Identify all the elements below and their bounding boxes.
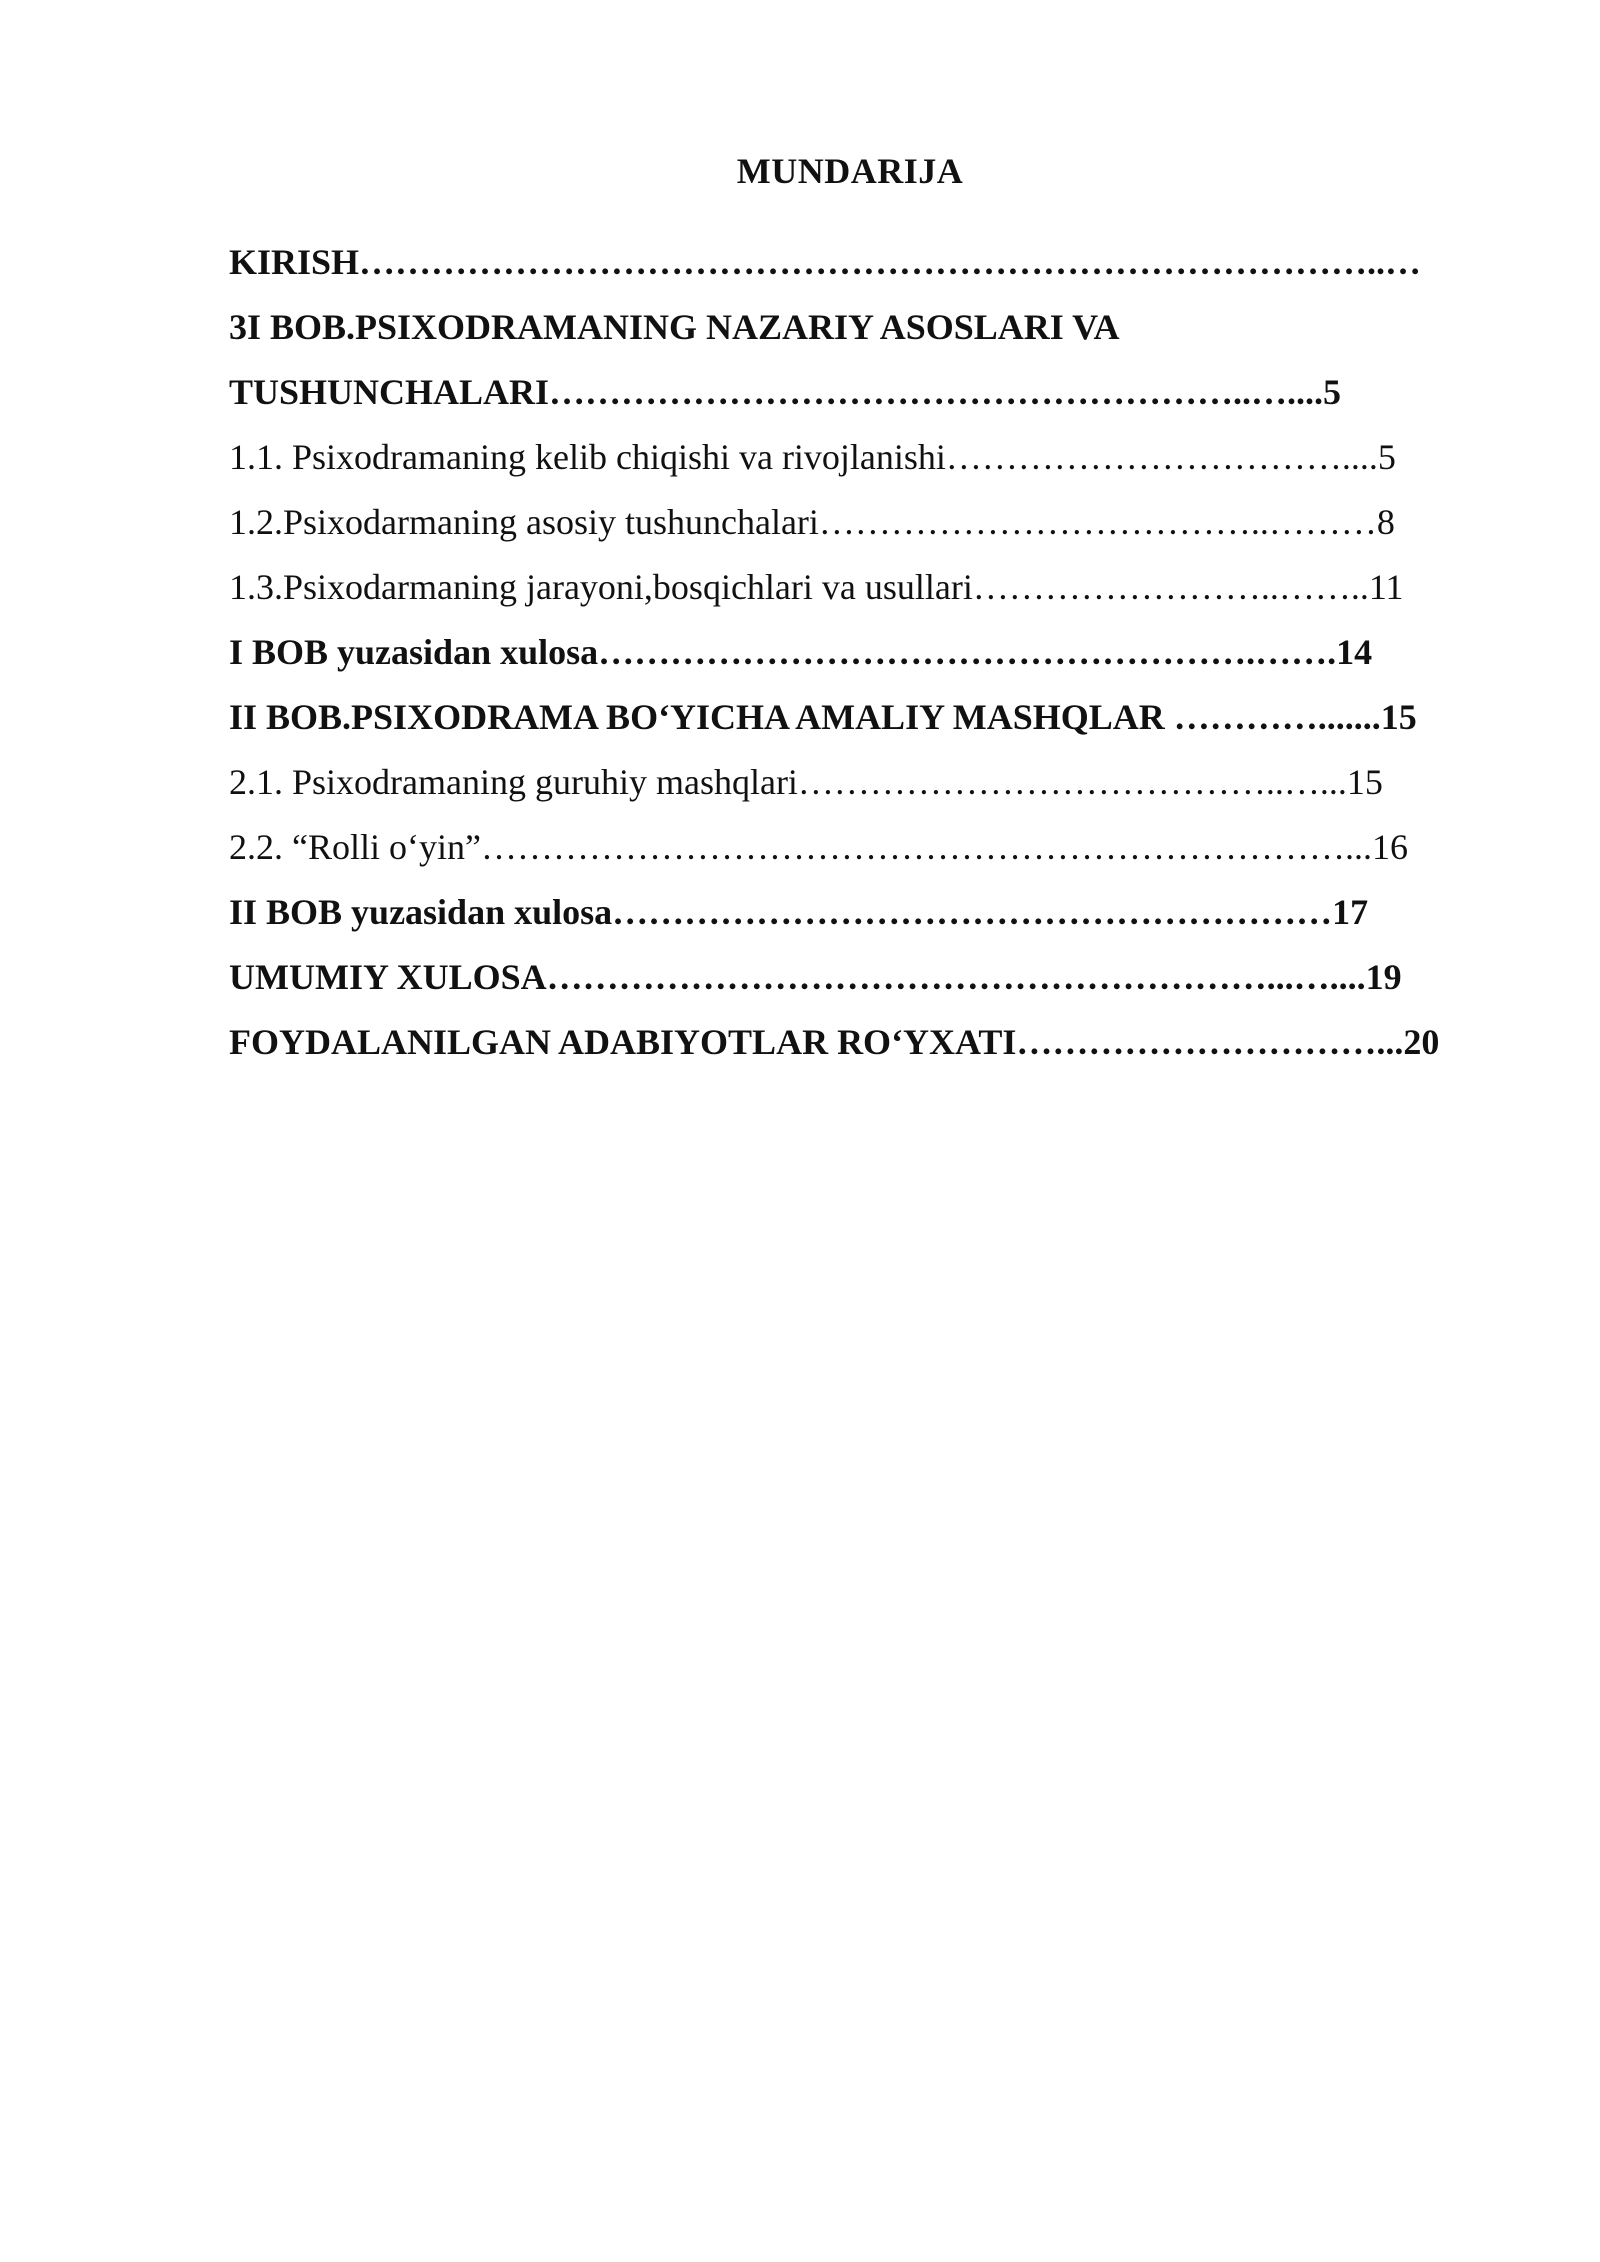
toc-entry-general-conclusion: UMUMIY XULOSA……………………………………………………...…....19 xyxy=(229,957,1402,997)
toc-entry-chapter-1-conclusion: I BOB yuzasidan xulosa……………………………………………….…….14 xyxy=(229,632,1373,672)
toc-entry-chapter-2-heading: II BOB.PSIXODRAMA BO‘YICHA AMALIY MASHQLAR ………….......15 xyxy=(229,697,1417,737)
toc-entry-chapter-1-heading: 3I BOB.PSIXODRAMANING NAZARIY ASOSLARI VA xyxy=(229,307,1120,347)
toc-entry-references: FOYDALANILGAN ADABIYOTLAR RO‘YXATI…………………………...20 xyxy=(229,1022,1440,1062)
page-title-text: MUNDARIJA xyxy=(736,151,964,191)
toc-entry-2-1: 2.1. Psixodramaning guruhiy mashqlari…………………………………..…...15 xyxy=(229,762,1383,802)
page-title xyxy=(0,150,1600,192)
toc-entry-chapter-2-conclusion: II BOB yuzasidan xulosa……………………………………………………17 xyxy=(229,892,1369,932)
table-of-contents xyxy=(229,236,1509,1081)
toc-entry-1-2: 1.2.Psixodarmaning asosiy tushunchalari………………………………..………8 xyxy=(229,502,1395,542)
toc-entry-1-1: 1.1. Psixodramaning kelib chiqishi va rivojlanishi……………………………....5 xyxy=(229,437,1396,477)
toc-entry-1-3: 1.3.Psixodarmaning jarayoni,bosqichlari va usullari……………………..……..11 xyxy=(229,567,1404,607)
toc-entry-chapter-1-heading-cont: TUSHUNCHALARI…………………………………………………..…....5 xyxy=(229,372,1342,412)
toc-entry-2-2: 2.2. “Rolli o‘yin”………………………………………………………………...16 xyxy=(229,827,1408,867)
toc-entry-kirish: KIRISH…………………………………………………………………………..… xyxy=(229,242,1422,282)
